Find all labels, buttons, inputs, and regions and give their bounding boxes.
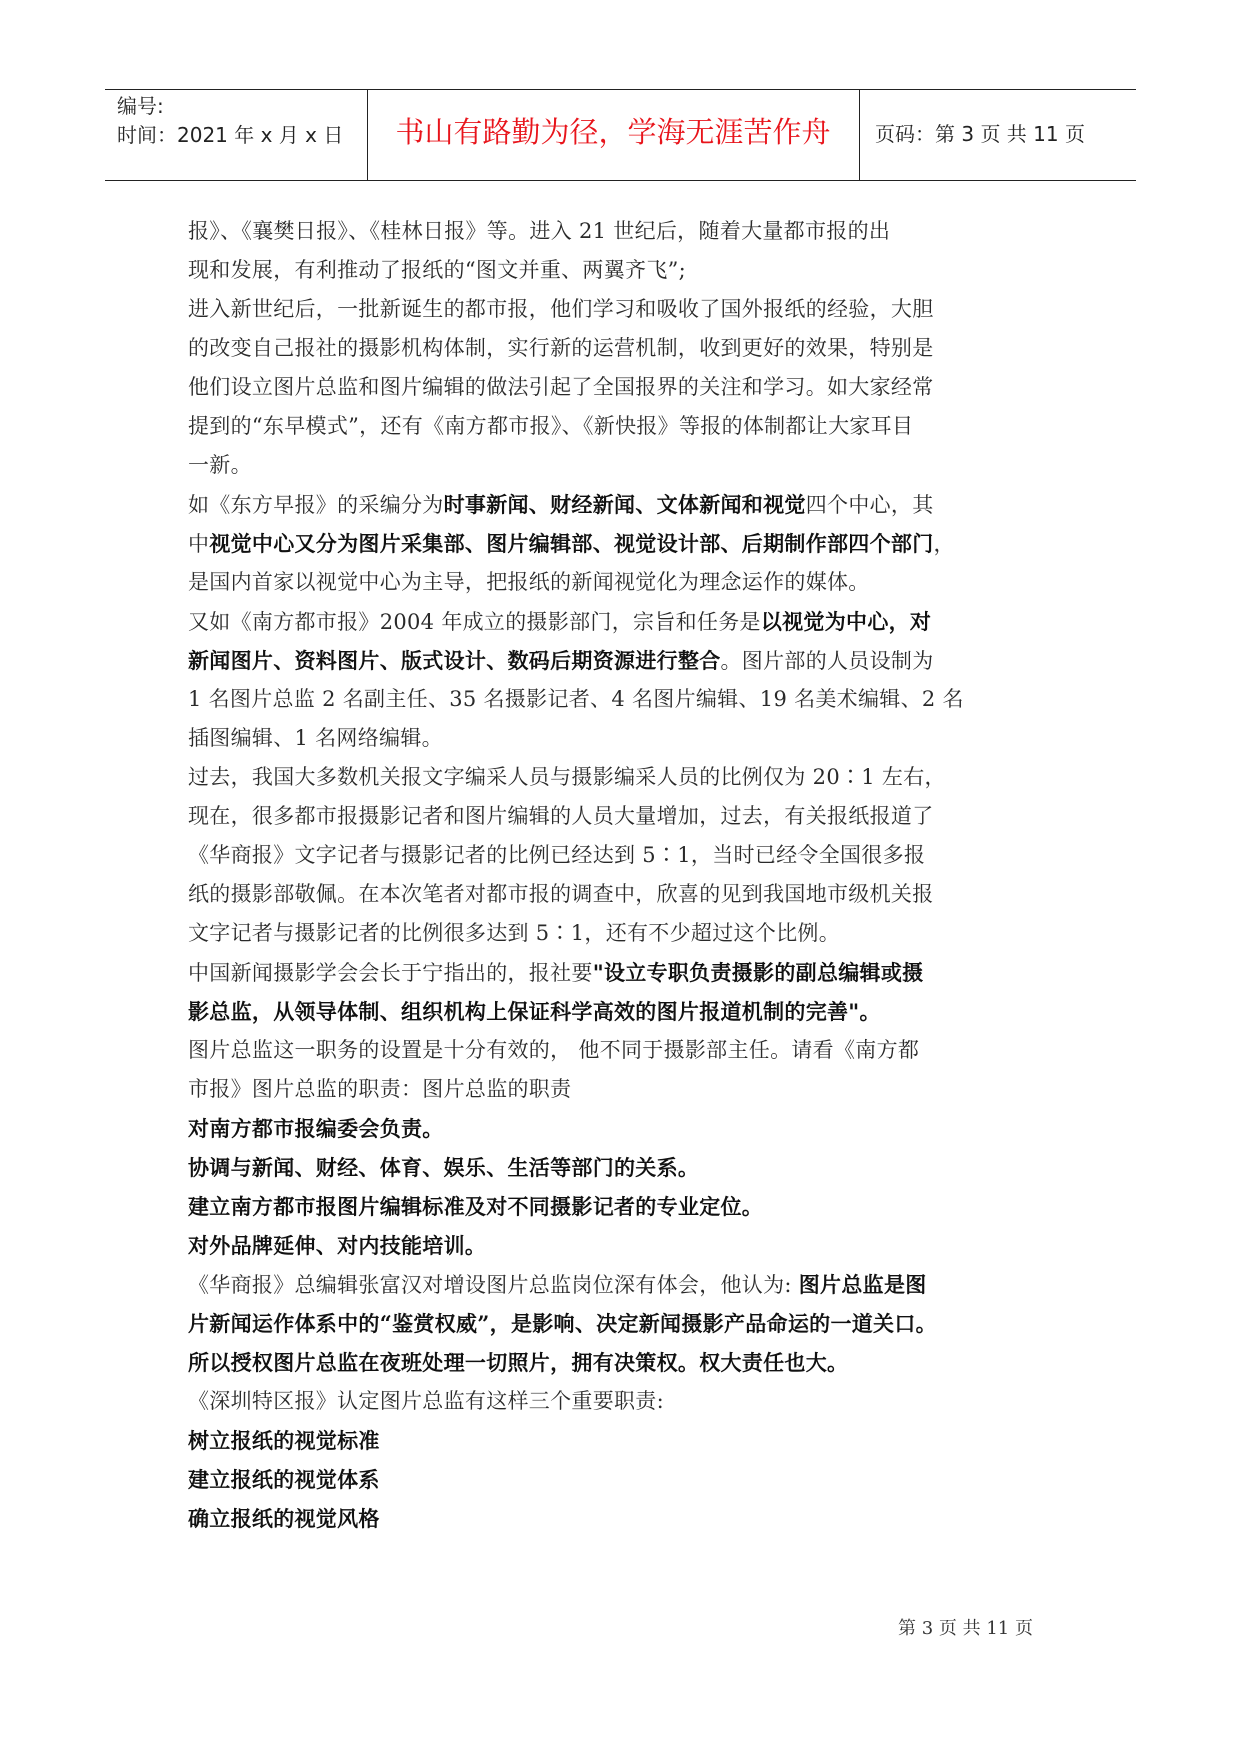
bold-text-run: 协调与新闻、财经、体育、娱乐、生活等部门的关系。: [188, 1155, 700, 1180]
bold-text-run: 以视觉为中心，对: [760, 609, 932, 634]
text-run: 他们设立图片总监和图片编辑的做法引起了全国报界的关注和学习。如大家经常: [188, 375, 934, 399]
text-run: 如《东方早报》的采编分为: [188, 493, 444, 517]
bold-text-run: 对外品牌延伸、对内技能培训。: [188, 1233, 487, 1258]
body-line: [188, 290, 1050, 329]
text-run: 过去，我国大多数机关报文字编采人员与摄影编采人员的比例仅为 20∶1 左右，: [188, 765, 946, 789]
body-line: [188, 563, 1050, 602]
text-run: 现和发展，有利推动了报纸的“图文并重、两翼齐飞”;: [188, 258, 687, 282]
header-meta: [117, 92, 343, 150]
page-header: [105, 89, 1136, 181]
bold-text-run: 对南方都市报编委会负责。: [188, 1116, 444, 1141]
body-line: [188, 1304, 1050, 1343]
text-run: 《华商报》总编辑张富汉对增设图片总监岗位深有体会，他认为:: [188, 1273, 799, 1297]
body-line: [188, 1109, 1050, 1148]
body-line: [188, 836, 1050, 875]
text-run: 的改变自己报社的摄影机构体制，实行新的运营机制，收到更好的效果，特别是: [188, 336, 934, 360]
body-line: [188, 1343, 1050, 1382]
text-run: 又如《南方都市报》2004 年成立的摄影部门，宗旨和任务是: [188, 610, 761, 634]
body-line: [188, 368, 1050, 407]
body-line: [188, 1187, 1050, 1226]
text-run: 现在，很多都市报摄影记者和图片编辑的人员大量增加，过去，有关报纸报道了: [188, 804, 934, 828]
header-divider-right: [859, 90, 860, 180]
text-run: 中国新闻摄影学会会长于宁指出的，报社要: [188, 961, 593, 985]
body-line: [188, 758, 1050, 797]
body-line: [188, 329, 1050, 368]
text-run: 纸的摄影部敬佩。在本次笔者对都市报的调查中，欣喜的见到我国地市级机关报: [188, 882, 934, 906]
body-line: [188, 914, 1050, 953]
body-line: [188, 602, 1050, 641]
text-run: 提到的“东早模式”，还有《南方都市报》、《新快报》等报的体制都让大家耳目: [188, 414, 914, 438]
bold-text-run: 视觉中心又分为图片采集部、图片编辑部、视觉设计部、后期制作部四个部门: [209, 531, 934, 556]
bold-text-run: 片新闻运作体系中的“鉴赏权威”，是影响、决定新闻摄影产品命运的一道关口。: [188, 1311, 937, 1336]
body-line: [188, 797, 1050, 836]
body-line: [188, 953, 1050, 992]
bold-text-run: 新闻图片、资料图片、版式设计、数码后期资源进行整合: [188, 648, 721, 673]
document-number-label: 编号:: [117, 94, 164, 118]
bold-text-run: 树立报纸的视觉标准: [188, 1428, 380, 1453]
document-body: [188, 212, 1050, 1538]
bold-text-run: "设立专职负责摄影的副总编辑或摄: [592, 960, 924, 985]
body-line: [188, 251, 1050, 290]
body-line: [188, 719, 1050, 758]
text-run: 文字记者与摄影记者的比例很多达到 5∶1，还有不少超过这个比例。: [188, 921, 840, 945]
page-footer: 第 3 页 共 11 页: [898, 1618, 1033, 1639]
body-line: [188, 1148, 1050, 1187]
body-line: [188, 212, 1050, 251]
body-line: [188, 641, 1050, 680]
text-run: 报》、《襄樊日报》、《桂林日报》等。进入 21 世纪后，随着大量都市报的出: [188, 219, 891, 243]
text-run: ，: [933, 532, 955, 556]
header-page-number: 页码：第 3 页 共 11 页: [875, 122, 1085, 146]
body-line: [188, 1031, 1050, 1070]
bold-text-run: 影总监，从领导体制、组织机构上保证科学高效的图片报道机制的完善"。: [188, 999, 881, 1024]
body-line: [188, 524, 1050, 563]
text-run: 插图编辑、1 名网络编辑。: [188, 726, 443, 750]
bold-text-run: 确立报纸的视觉风格: [188, 1506, 380, 1531]
bold-text-run: 图片总监是图: [798, 1272, 927, 1297]
text-run: 一新。: [188, 453, 252, 477]
body-line: [188, 1265, 1050, 1304]
text-run: 《华商报》文字记者与摄影记者的比例已经达到 5∶1，当时已经令全国很多报: [188, 843, 926, 867]
bold-text-run: 时事新闻、财经新闻、文体新闻和视觉: [443, 492, 806, 517]
text-run: 是国内首家以视觉中心为主导，把报纸的新闻视觉化为理念运作的媒体。: [188, 570, 870, 594]
body-line: [188, 1499, 1050, 1538]
body-line: [188, 1226, 1050, 1265]
body-line: [188, 1460, 1050, 1499]
bold-text-run: 所以授权图片总监在夜班处理一切照片，拥有决策权。权大责任也大。: [188, 1350, 849, 1375]
document-time-label: 时间：2021 年 x 月 x 日: [117, 123, 344, 147]
body-line: [188, 1382, 1050, 1421]
header-motto: 书山有路勤为径，学海无涯苦作舟: [395, 115, 831, 149]
bold-text-run: 建立报纸的视觉体系: [188, 1467, 380, 1492]
text-run: 中: [188, 532, 210, 556]
text-run: 四个中心，其: [805, 493, 934, 517]
text-run: 。图片部的人员设制为: [720, 649, 934, 673]
text-run: 《深圳特区报》认定图片总监有这样三个重要职责:: [188, 1389, 664, 1413]
bold-text-run: 建立南方都市报图片编辑标准及对不同摄影记者的专业定位。: [188, 1194, 764, 1219]
text-run: 进入新世纪后，一批新诞生的都市报，他们学习和吸收了国外报纸的经验，大胆: [188, 297, 934, 321]
text-run: 1 名图片总监 2 名副主任、35 名摄影记者、4 名图片编辑、19 名美术编辑、2 名: [188, 687, 964, 711]
body-line: [188, 1070, 1050, 1109]
body-line: [188, 485, 1050, 524]
body-line: [188, 680, 1050, 719]
body-line: [188, 1421, 1050, 1460]
body-line: [188, 992, 1050, 1031]
body-line: [188, 875, 1050, 914]
text-run: 图片总监这一职务的设置是十分有效的， 他不同于摄影部主任。请看《南方都: [188, 1038, 920, 1062]
body-line: [188, 446, 1050, 485]
body-line: [188, 407, 1050, 446]
text-run: 市报》图片总监的职责：图片总监的职责: [188, 1077, 572, 1101]
